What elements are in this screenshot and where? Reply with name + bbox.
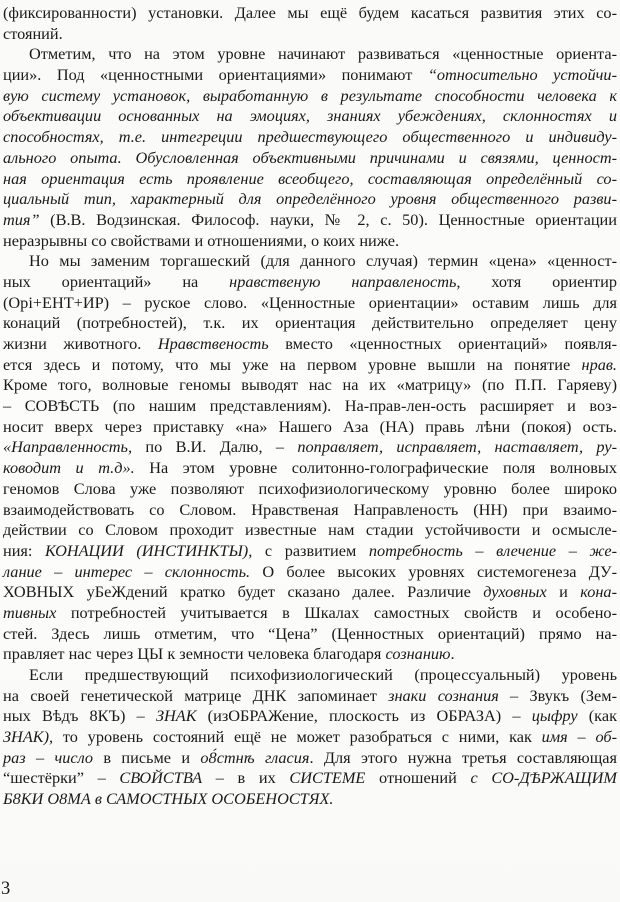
text-line (3, 86, 617, 107)
italic-text-segment: с СО-ДѢРЖАЩИМ (470, 768, 617, 788)
text-line (3, 3, 617, 24)
text-line (3, 582, 617, 603)
text-line (3, 624, 617, 645)
text-segment: и (546, 582, 581, 602)
italic-text-segment: о8́стнѣ гласия (200, 747, 310, 767)
text-line (3, 231, 617, 252)
text-line (3, 768, 617, 789)
italic-text-segment: ЗНАК), (3, 727, 54, 747)
paragraph (3, 3, 617, 44)
text-line (3, 706, 617, 727)
text-line (3, 65, 617, 86)
text-segment: геномов Слова уже позволяют психофизиологическому уровню более широко (3, 478, 617, 498)
italic-text-segment: КОНАЦИИ (ИНСТИНКТЫ), (45, 540, 253, 560)
italic-text-segment: Б8КИ О8МА в САМОСТНЫХ ОСОБЕНОСТЯХ. (3, 789, 334, 809)
text-segment: то уровень состояний ещё не может разобраться с ними, как (53, 727, 542, 747)
text-line (3, 24, 617, 45)
italic-text-segment: Нравственость (157, 334, 269, 353)
text-line (3, 148, 617, 169)
paragraph (3, 251, 617, 665)
italic-text-segment: СИСТЕМЕ (289, 768, 366, 788)
italic-text-segment: нравственую направленость, (229, 271, 461, 291)
italic-text-segment: сознанию (385, 644, 451, 664)
italic-text-segment: объективации основанных на эмоциях, знаниях убеждениях, склонностях и (3, 106, 617, 126)
text-segment: – в их (202, 768, 290, 788)
text-line (3, 562, 617, 583)
text-segment: действии со Словом проходит известные нам стадии устойчивости и осмысле- (3, 520, 617, 540)
italic-text-segment: лание – интерес – склонность. (3, 561, 251, 581)
text-segment: (фиксированности) установки. Далее мы ещё будем касаться развития этих со- (3, 3, 617, 22)
text-segment: хотя ориентир (460, 271, 617, 291)
text-segment: взаимодействовать со Словом. Нравственая Направленость (НН) при взаимо- (3, 499, 617, 519)
text-line (3, 479, 617, 500)
italic-text-segment: ального опыта. Обусловленная объективными причинами и связями, ценност- (3, 147, 617, 167)
page-text (3, 3, 617, 810)
text-segment: неразрывны со свойствами и отношениями, о коих ниже. (3, 230, 400, 250)
text-line (3, 727, 617, 748)
text-segment: потребностей учитывается в Шкалах самостных свойств и особено- (56, 602, 617, 622)
text-line (3, 106, 617, 127)
italic-text-segment: способностях, т.е. интегреции предшествующего общественного и индивиду- (3, 127, 617, 147)
italic-text-segment: потребность – влечение – же- (368, 540, 618, 560)
text-line (3, 748, 617, 769)
text-line (3, 293, 617, 314)
text-line (3, 644, 617, 665)
text-segment: “шестёрки” – (3, 768, 120, 788)
text-segment: с развитием (252, 540, 369, 560)
italic-text-segment: “относительно устойчи- (427, 65, 617, 85)
italic-text-segment: ководит и т.д». (3, 458, 135, 478)
italic-text-segment: имя – об- (541, 727, 617, 747)
text-segment: отношений (365, 768, 471, 788)
text-line (3, 541, 617, 562)
text-segment: (как (577, 706, 617, 726)
italic-text-segment: циальный тип, характерный для определённого уровня общественного разви- (3, 189, 617, 209)
text-segment: . (450, 644, 455, 664)
text-segment: Но мы заменим торгашеский (для данного случая) термин «цена» «ценност- (29, 251, 617, 271)
text-segment: стей. Здесь лишь отметим, что “Цена” (Ценностных ориентаций) прямо на- (3, 623, 617, 643)
italic-text-segment: знаки сознания (388, 685, 499, 705)
text-line (3, 127, 617, 148)
text-line (3, 665, 617, 686)
text-segment: ния: (3, 540, 46, 560)
text-line (3, 272, 617, 293)
text-segment: (изОБРАЖение, плоскость из ОБРАЗА) – (196, 706, 532, 726)
text-line (3, 789, 617, 810)
text-segment: ных ориентаций» на (3, 271, 230, 291)
italic-text-segment: тивных (3, 602, 57, 622)
text-segment: по В.И. Далю, – (132, 437, 298, 457)
text-segment: на своей генетической матрице ДНК запоминает (3, 685, 389, 705)
italic-text-segment: раз – число (3, 747, 94, 767)
italic-text-segment: кона- (580, 582, 617, 602)
text-line (3, 251, 617, 272)
text-segment: Если предшествующий психофизиологический (процессуальный) уровень (29, 665, 617, 684)
text-line (3, 334, 617, 355)
text-segment: – Звукъ (Зем- (498, 685, 617, 705)
text-segment: – СОВѢСТЬ (по нашим представлениям). На-прав-лен-ость расширяет и воз- (3, 396, 617, 416)
text-segment: ется здесь и потому, что мы уже на первом уровне вышли на понятие (3, 354, 582, 374)
text-segment: (В.В. Водзинская. Философ. науки, № 2, с. 50). Ценностные ориентации (39, 209, 617, 229)
text-line (3, 169, 617, 190)
text-segment: Отметим, что на этом уровне начинают развиваться «ценностные ориента- (29, 44, 617, 64)
text-line (3, 189, 617, 210)
italic-text-segment: духовных (483, 582, 547, 602)
italic-text-segment: тия” (3, 209, 40, 229)
text-segment: Кроме того, волновые геномы выводят нас на их «матрицу» (по П.П. Гаряеву) (3, 375, 617, 395)
text-line (3, 417, 617, 438)
italic-text-segment: СВОЙСТВА (119, 768, 203, 788)
paragraph (3, 665, 617, 810)
text-segment: правляет нас через ЦЫ к земности человека благодаря (3, 644, 386, 664)
text-line (3, 458, 617, 479)
italic-text-segment: нрав. (581, 354, 617, 374)
text-line (3, 313, 617, 334)
italic-text-segment: вую систему установок, выработанную в результате способности человека к (3, 85, 617, 105)
text-line (3, 355, 617, 376)
text-segment: носит вверх через приставку «на» Нашего Аза (НА) правь лѣни (покоя) ость. (3, 416, 617, 436)
text-line (3, 396, 617, 417)
text-line (3, 686, 617, 707)
text-segment: жизни животного. (3, 334, 158, 353)
text-line (3, 375, 617, 396)
text-segment: ХОВНЫХ уБеЖдений кратко будет сказано далее. Различие (3, 582, 484, 602)
italic-text-segment: поправляет, исправляет, наставляет, ру- (297, 437, 617, 457)
text-segment: О более высоких уровнях системогенеза ДУ- (250, 561, 617, 581)
text-segment: На этом уровне солитонно-голографические поля волновых (134, 458, 617, 478)
italic-text-segment: «Направленность, (3, 437, 133, 457)
text-line (3, 210, 617, 231)
text-segment: ных Вѣдъ 8КЪ) – (3, 706, 156, 726)
text-segment: . Для этого нужна третья составляющая (309, 747, 617, 767)
text-segment: конаций (потребностей), т.к. их ориентация действительно определяет цену (3, 313, 617, 333)
text-segment: вместо «ценностных ориентаций» появля- (268, 334, 617, 353)
text-line (3, 500, 617, 521)
italic-text-segment: ЗНАК (155, 706, 197, 726)
text-segment: в письме и (93, 747, 201, 767)
text-line (3, 44, 617, 65)
italic-text-segment: ная ориентация есть проявление всеобщего, составляющая определённый со- (3, 168, 617, 188)
text-segment: (Орi+ЕНТ+ИР) – руское слово. «Ценностные ориентации» оставим лишь для (3, 292, 617, 312)
italic-text-segment: цыфру (531, 706, 578, 726)
paragraph (3, 44, 617, 251)
text-line (3, 437, 617, 458)
page-number: 3 (1, 879, 11, 899)
text-segment: ции». Под «ценностными ориентациями» понимают (3, 65, 428, 85)
text-segment: стояний. (3, 23, 63, 43)
text-line (3, 603, 617, 624)
text-line (3, 520, 617, 541)
